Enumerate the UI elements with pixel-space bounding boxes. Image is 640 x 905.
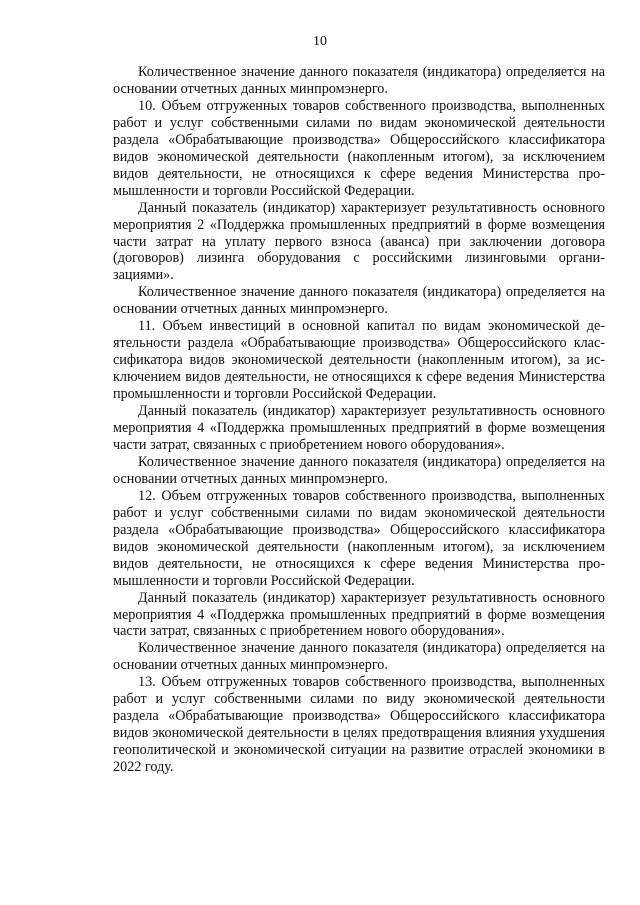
paragraph: 11. Объем инвестиций в основной капитал по видам экономической деятельности раздела «Обрабатывающие производства» Общероссийского классификатора видов экономической деятельности (накопленным итогом), за исключением видов деятельности, не относящихся к сфере ведения Министерства промышленности и торговли Российской Федерации. [113, 318, 605, 403]
paragraph: 12. Объем отгруженных товаров собственного производства, выполненных работ и услуг собственными силами по видам экономической деятельности раздела «Обрабатывающие производства» Общероссийского классификатора видов экономической деятельности (накопленным итогом), за исключением видов деятельности, не относящихся к сфере ведения Министерства промышленности и торговли Российской Федерации. [113, 487, 605, 589]
paragraph: Количественное значение данного показателя (индикатора) определяется на основании отчетных данных минпромэнерго. [113, 284, 605, 318]
paragraph: Количественное значение данного показателя (индикатора) определяется на основании отчетных данных минпромэнерго. [113, 64, 605, 97]
document-body [113, 64, 605, 776]
paragraph: Количественное значение данного показателя (индикатора) определяется на основании отчетных данных минпромэнерго. [113, 640, 605, 674]
paragraph: Данный показатель (индикатор) характеризует результативность основного мероприятия 2 «Поддержка промышленных предприятий в форме возмещения части затрат на уплату первого взноса (аванса) при заключении договора (договоров) лизинга оборудования с российскими лизинговыми организациями». [113, 199, 605, 284]
paragraph: Количественное значение данного показателя (индикатора) определяется на основании отчетных данных минпромэнерго. [113, 453, 605, 487]
paragraph: 10. Объем отгруженных товаров собственного производства, выполненных работ и услуг собственными силами по видам экономической деятельности раздела «Обрабатывающие производства» Общероссийского классификатора видов экономической деятельности (накопленным итогом), за исключением видов деятельности, не относящихся к сфере ведения Министерства промышленности и торговли Российской Федерации. [113, 97, 605, 199]
paragraph: Данный показатель (индикатор) характеризует результативность основного мероприятия 4 «Поддержка промышленных предприятий в форме возмещения части затрат, связанных с приобретением нового оборудования». [113, 589, 605, 640]
page-number: 10 [313, 34, 327, 49]
paragraph: 13. Объем отгруженных товаров собственного производства, выполненных работ и услуг собственными силами по виду экономической деятельности раздела «Обрабатывающие производства» Общероссийского классификатора видов экономической деятельности в целях предотвращения влияния ухудшения геополитической и экономической ситуации на развитие отраслей экономики в 2022 году. [113, 674, 605, 776]
paragraph: Данный показатель (индикатор) характеризует результативность основного мероприятия 4 «Поддержка промышленных предприятий в форме возмещения части затрат, связанных с приобретением нового оборудования». [113, 403, 605, 453]
